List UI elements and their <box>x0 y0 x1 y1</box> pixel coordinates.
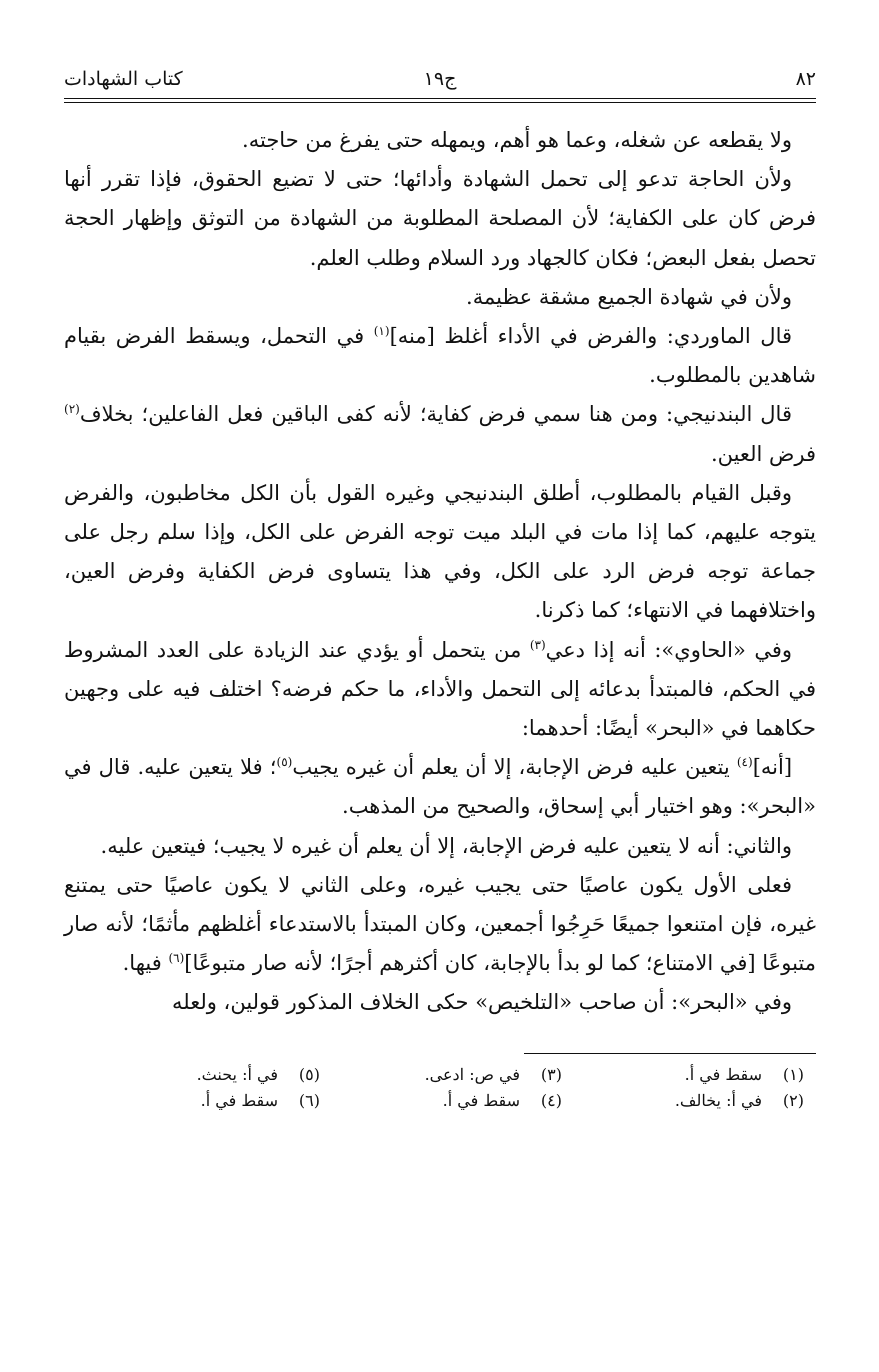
paragraph: قال البندنيجي: ومن هنا سمي فرض كفاية؛ لأنه كفى الباقين فعل الفاعلين؛ بخلاف$^{(٢)}$ فرض العين. <box>64 402 816 466</box>
paragraph: ولا يقطعه عن شغله، وعما هو أهم، ويمهله حتى يفرغ من حاجته. <box>242 128 792 152</box>
book-page <box>64 62 816 1114</box>
main-text <box>64 121 816 1023</box>
paragraph: قال الماوردي: والفرض في الأداء أغلظ [منه]$^{(١)}$ في التحمل، ويسقط الفرض بقيام شاهدين بالمطلوب. <box>64 324 816 388</box>
paragraph: ولأن الحاجة تدعو إلى تحمل الشهادة وأدائها؛ حتى لا تضيع الحقوق، فإذا تقرر أنها فرض كان على الكفاية؛ لأن المصلحة المطلوبة من الشهادة من التوثق وإظهار الحجة تحصل بفعل البعض؛ فكان كالجهاد ورد السلام وطلب العلم. <box>64 167 816 270</box>
footnote-ref: (٥) <box>276 755 293 770</box>
footnotes <box>64 1062 816 1114</box>
footnote-ref: (٦) <box>168 951 185 966</box>
header-rule <box>64 98 816 103</box>
paragraph: وفي «الحاوي»: أنه إذا دعي$^{(٣)}$ من يتحمل أو يؤدي عند الزيادة على العدد المشروط في الحكم، فالمبتدأ بدعائه إلى التحمل والأداء، ما حكم فرضه؟ اختلف فيه على وجهين حكاهما في «البحر» أيضًا: أحدهما: <box>64 637 816 741</box>
paragraph: فعلى الأول يكون عاصيًا حتى يجيب غيره، وعلى الثاني لا يكون عاصيًا حتى يمتنع غيره، فإن امتنعوا جميعًا حَرِجُوا أجمعين، وكان المبتدأ بالاستدعاء أغلظهم مأثمًا؛ لأنه صار متبوعًا [في الامتناع؛ كما لو بدأ بالإجابة، كان أكثرهم أجرًا؛ لأنه صار متبوعًا]$^{(٦)}$ فيها. <box>64 872 816 976</box>
paragraph: وفي «البحر»: أن صاحب «التلخيص» حكى الخلاف المذكور قولين، ولعله <box>172 990 792 1015</box>
footnote-ref: (٤) <box>736 755 753 770</box>
paragraph: [أنه]$^{(٤)}$ يتعين عليه فرض الإجابة، إلا أن يعلم أن غيره يجيب$^{(٥)}$؛ فلا يتعين عليه. قال في «البحر»: وهو اختيار أبي إسحاق، والصحيح من المذهب. <box>64 755 816 819</box>
footnote-row <box>64 1062 816 1088</box>
footnote-rule <box>524 1053 816 1054</box>
footnote: (٣)في ص: ادعى. <box>424 1064 562 1084</box>
running-header <box>64 62 816 96</box>
footnote-ref: (١) <box>373 324 390 339</box>
volume-number: ج١٩ <box>423 68 457 90</box>
book-title: كتاب الشهادات <box>64 68 183 90</box>
page-number: ٨٢ <box>795 68 816 90</box>
footnote: (٤)سقط في أ. <box>442 1090 562 1110</box>
footnote-row <box>64 1088 816 1114</box>
footnote: (١)سقط في أ. <box>684 1064 804 1084</box>
paragraph: والثاني: أنه لا يتعين عليه فرض الإجابة، إلا أن يعلم أن غيره لا يجيب؛ فيتعين عليه. <box>100 833 792 858</box>
paragraph: وقبل القيام بالمطلوب، أطلق البندنيجي وغيره القول بأن الكل مخاطبون، والفرض يتوجه عليهم، كما إذا مات في البلد ميت توجه الفرض على الكل، وإذا سلم رجل على جماعة توجه فرض الرد على الكل، وفي هذا يتساوى فرض الكفاية وفرض العين، واختلافهما في الانتهاء؛ كما ذكرنا. <box>64 480 816 623</box>
footnote: (٥)في أ: يحنث. <box>196 1064 320 1084</box>
footnote-ref: (٢) <box>64 402 80 417</box>
footnote: (٦)سقط في أ. <box>200 1090 320 1110</box>
paragraph: ولأن في شهادة الجميع مشقة عظيمة. <box>466 284 792 309</box>
footnote: (٢)في أ: يخالف. <box>674 1090 804 1110</box>
footnote-ref: (٣) <box>529 637 546 652</box>
